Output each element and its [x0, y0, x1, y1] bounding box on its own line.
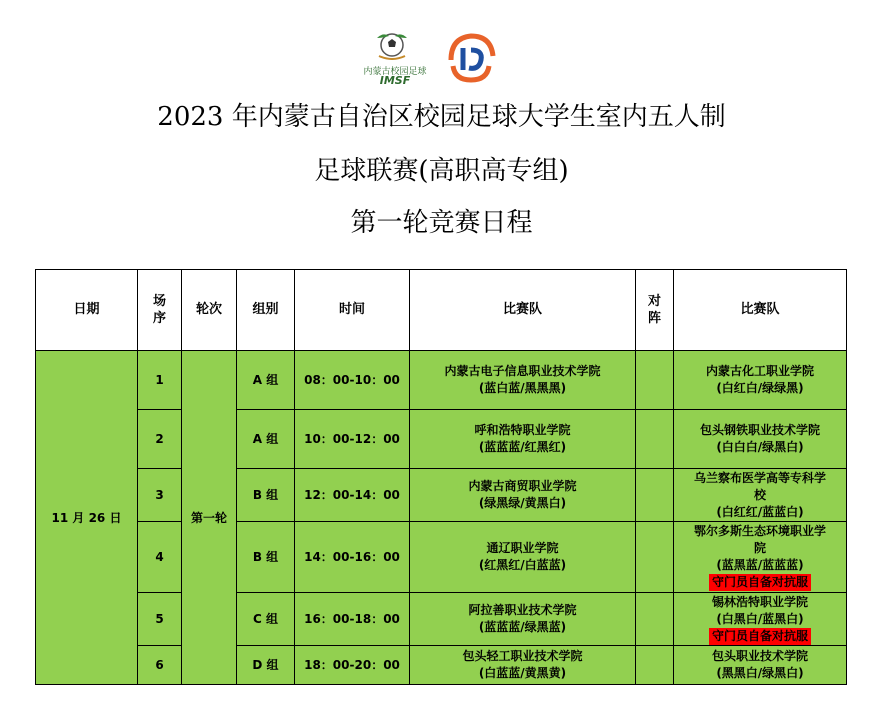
table-header-row: [36, 270, 847, 351]
team1-kit: (蓝白蓝/黑黑黑): [478, 381, 567, 395]
vs-cell: [636, 593, 674, 646]
vs-cell: [636, 646, 674, 685]
team1-name: 包头轻工职业技术学院: [462, 649, 583, 663]
team1-kit: (红黑红/白蓝蓝): [478, 558, 567, 572]
team2-name: 包头职业技术学院: [711, 649, 808, 663]
team1-name: 通辽职业学院: [486, 541, 559, 555]
team2-name: 内蒙古化工职业学院: [705, 364, 814, 378]
title-line-3: 第一轮竞赛日程: [350, 208, 533, 238]
table-row: [36, 351, 847, 410]
group-cell: A 组: [237, 410, 295, 469]
vs-cell: [636, 522, 674, 593]
order-cell: 4: [138, 522, 182, 593]
header-team2: 比赛队: [674, 270, 847, 351]
time-cell: 10：00-12：00: [295, 410, 410, 469]
team1-name: 内蒙古商贸职业学院: [468, 479, 577, 493]
group-cell: C 组: [237, 593, 295, 646]
group-cell: A 组: [237, 351, 295, 410]
table-row: [36, 522, 847, 593]
team2-name-cont: 校: [753, 487, 766, 502]
team2-cell: [674, 522, 847, 593]
team1-name: 内蒙古电子信息职业技术学院: [444, 364, 601, 378]
team1-cell: [410, 593, 636, 646]
header-group: 组别: [237, 270, 295, 351]
team2-cell: [674, 351, 847, 410]
order-cell: 1: [138, 351, 182, 410]
title-line-2: 足球联赛(高职高专组): [314, 156, 569, 186]
order-cell: 2: [138, 410, 182, 469]
table-row: [36, 410, 847, 469]
header-vs: 对 阵: [636, 270, 674, 351]
header-date: 日期: [36, 270, 138, 351]
header-order: 场 序: [138, 270, 182, 351]
header-round: 轮次: [182, 270, 237, 351]
round-cell: 第一轮: [182, 351, 237, 685]
team1-name: 呼和浩特职业学院: [474, 423, 571, 437]
time-cell: 16：00-18：00: [295, 593, 410, 646]
logo-text: 内蒙古校园足球: [363, 67, 427, 77]
group-cell: B 组: [237, 522, 295, 593]
imsf-logo: [355, 30, 435, 87]
time-cell: 12：00-14：00: [295, 469, 410, 522]
team1-cell: [410, 522, 636, 593]
team2-name-cont: 院: [753, 541, 766, 555]
team2-name: 锡林浩特职业学院: [711, 594, 808, 609]
vs-cell: [636, 410, 674, 469]
table-row: [36, 469, 847, 522]
time-cell: 08：00-10：00: [295, 351, 410, 410]
team2-kit: (白红白/绿绿黑): [716, 381, 804, 395]
table-row: [36, 593, 847, 646]
goalkeeper-note: 守门员自备对抗服: [709, 574, 811, 591]
team2-cell: [674, 410, 847, 469]
team2-kit: (黑黑白/绿黑白): [716, 666, 804, 680]
team2-cell: [674, 469, 847, 522]
team2-kit: (白黑白/蓝黑白): [716, 611, 804, 626]
order-cell: 3: [138, 469, 182, 522]
title-line-1: 2023 年内蒙古自治区校园足球大学生室内五人制: [157, 102, 726, 132]
team2-kit: (白白白/绿黑白): [716, 440, 804, 454]
order-cell: 6: [138, 646, 182, 685]
vs-cell: [636, 469, 674, 522]
order-cell: 5: [138, 593, 182, 646]
team1-kit: (白蓝蓝/黄黑黄): [478, 666, 567, 680]
team2-name: 乌兰察布医学高等专科学: [693, 470, 826, 485]
header-logos: [355, 30, 535, 85]
goalkeeper-note: 守门员自备对抗服: [709, 628, 811, 645]
group-cell: B 组: [237, 469, 295, 522]
team2-cell: [674, 646, 847, 685]
team2-kit: (白红红/蓝蓝白): [716, 504, 804, 519]
team1-kit: (蓝蓝蓝/绿黑蓝): [478, 620, 567, 634]
football-leaf-logo-icon: [375, 30, 409, 60]
team2-kit: (蓝黑蓝/蓝蓝蓝): [716, 558, 804, 572]
team1-name: 阿拉善职业技术学院: [468, 603, 577, 617]
vs-cell: [636, 351, 674, 410]
team1-cell: [410, 469, 636, 522]
team2-name: 鄂尔多斯生态环境职业学: [693, 524, 826, 538]
team1-cell: [410, 646, 636, 685]
numeral-logo-icon: [441, 30, 501, 85]
header-team1: 比赛队: [410, 270, 636, 351]
team1-kit: (绿黑绿/黄黑白): [478, 496, 567, 510]
team2-cell: [674, 593, 847, 646]
logo-subtext: IMSF: [379, 74, 411, 87]
table-row: [36, 646, 847, 685]
team1-cell: [410, 410, 636, 469]
team2-name: 包头钢铁职业技术学院: [699, 423, 820, 437]
team1-cell: [410, 351, 636, 410]
schedule-table: [35, 269, 847, 685]
header-time: 时间: [295, 270, 410, 351]
team1-kit: (蓝蓝蓝/红黑红): [478, 440, 567, 454]
date-cell: 11 月 26 日: [36, 351, 138, 685]
group-cell: D 组: [237, 646, 295, 685]
time-cell: 14：00-16：00: [295, 522, 410, 593]
time-cell: 18：00-20：00: [295, 646, 410, 685]
